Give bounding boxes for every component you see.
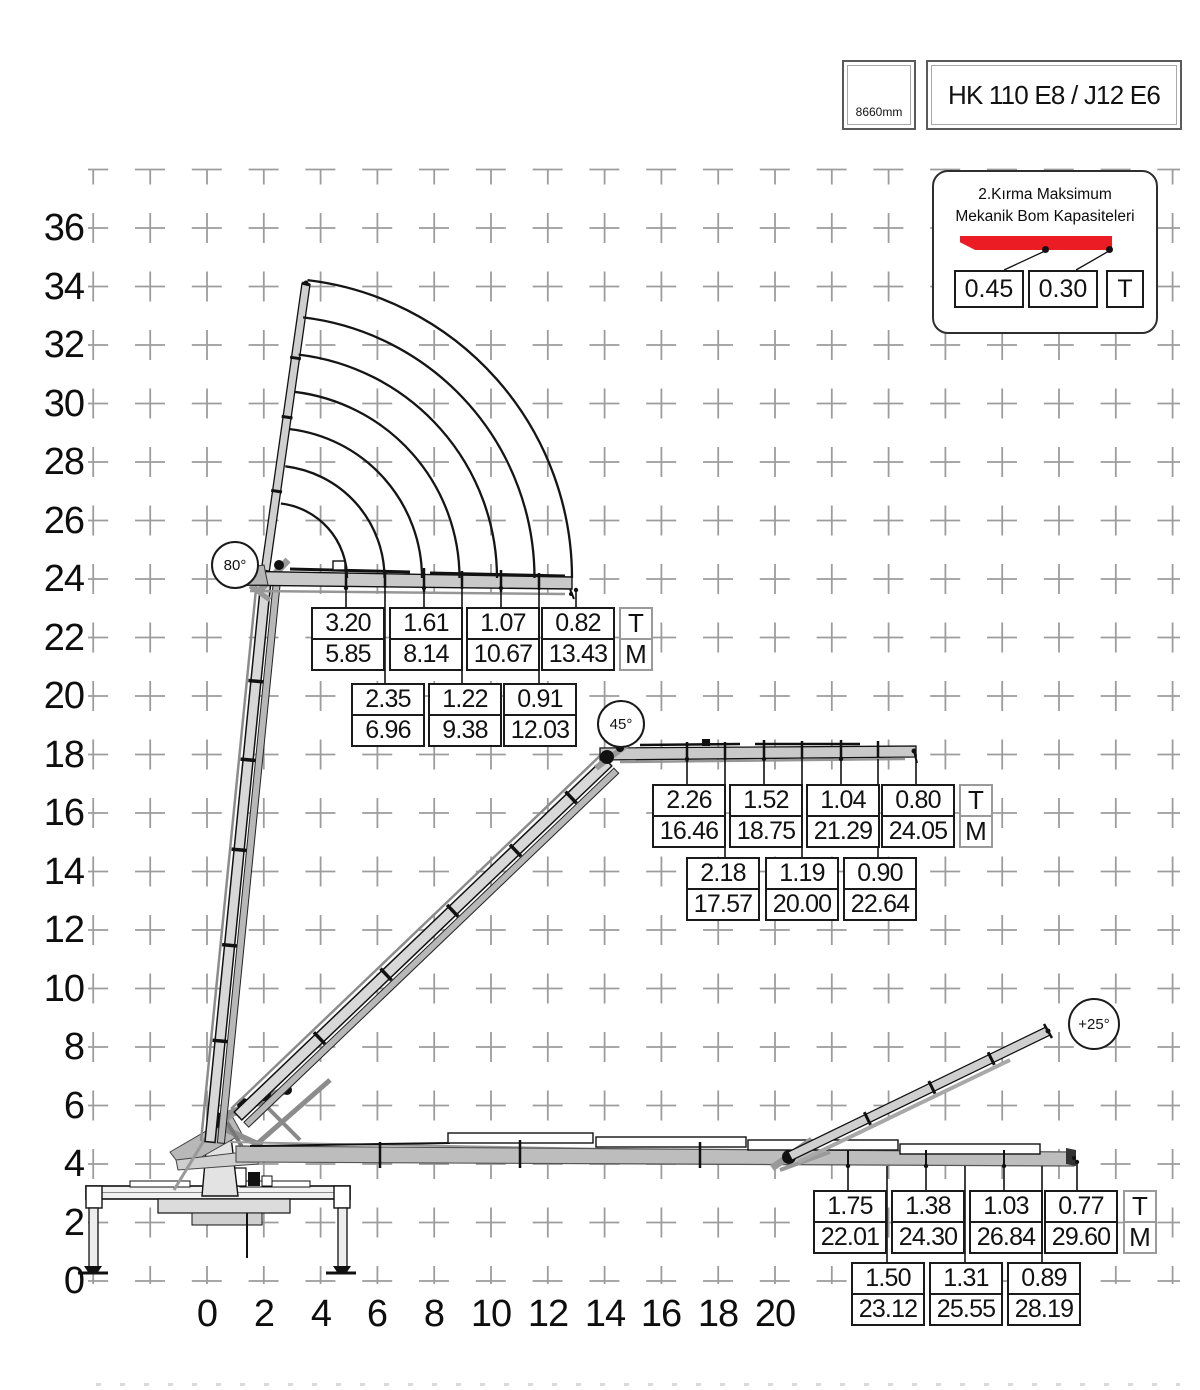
unit-box [619, 607, 653, 671]
boom-80 [201, 281, 310, 1144]
y-tick-label: 6 [63, 1084, 84, 1127]
reach-meters: 22.64 [845, 888, 915, 919]
capacity-tons: 1.75 [827, 1192, 873, 1220]
capacity-box [1044, 1190, 1118, 1254]
angle-badge-80 [211, 541, 259, 589]
x-tick-label: 2 [253, 1293, 275, 1335]
capacity-tons: 0.90 [857, 859, 903, 887]
y-tick-label: 4 [63, 1143, 84, 1185]
x-tick-label: 16 [640, 1293, 682, 1335]
jib-25 [788, 1024, 1052, 1162]
capacity-tons: 1.52 [743, 786, 789, 814]
y-tick-label: 0 [63, 1260, 84, 1302]
x-tick-label: 14 [584, 1293, 626, 1335]
capacity-tons: 1.61 [403, 609, 449, 637]
outrigger-width-label: 8660mm [855, 105, 903, 119]
capacity-tons: 2.26 [666, 786, 712, 814]
capacity-box [891, 1190, 965, 1254]
capacity-tons: 1.04 [820, 786, 866, 814]
capacity-tons: 0.82 [555, 609, 601, 637]
legend-mechanical-jib-capacities [932, 170, 1158, 334]
reach-meters: 5.85 [313, 638, 383, 669]
x-tick-label: 10 [470, 1293, 512, 1335]
unit-tons: T [968, 785, 984, 815]
x-tick-label: 8 [423, 1293, 445, 1335]
angle-label: +25° [1078, 1015, 1110, 1033]
capacity-box [428, 683, 502, 747]
legend-point-dot [1042, 246, 1049, 253]
y-tick-label: 34 [43, 265, 84, 308]
unit-tons: T [1132, 1191, 1148, 1221]
unit-meters: M [1125, 1221, 1155, 1252]
capacity-box [843, 857, 917, 921]
capacity-tons: 1.22 [442, 685, 488, 713]
capacity-box [929, 1262, 1003, 1326]
capacity-tons: 0.80 [895, 786, 941, 814]
unit-meters: M [961, 815, 991, 846]
capacity-tons: 1.31 [943, 1264, 989, 1292]
reach-meters: 17.57 [688, 888, 758, 919]
capacity-box [851, 1262, 925, 1326]
model-title: HK 110 E8 / J12 E6 [931, 65, 1177, 125]
y-tick-label: 16 [43, 792, 84, 834]
capacity-box [881, 784, 955, 848]
capacity-tons: 1.19 [779, 859, 825, 887]
y-tick-label: 22 [43, 616, 84, 659]
angle-badge-25 [1068, 998, 1120, 1050]
reach-meters: 21.29 [808, 815, 878, 846]
capacity-box [503, 683, 577, 747]
boom-horizontal [236, 1133, 1076, 1170]
x-tick-label: 0 [196, 1293, 218, 1335]
legend-point-dot [1106, 246, 1113, 253]
reach-meters: 12.03 [505, 714, 575, 745]
capacity-box [466, 607, 540, 671]
capacity-box [765, 857, 839, 921]
reach-meters: 8.14 [391, 638, 461, 669]
angle-label: 80° [223, 556, 247, 574]
capacity-tons: 1.38 [905, 1192, 951, 1220]
x-tick-label: 4 [310, 1293, 332, 1335]
x-tick-label: 20 [754, 1293, 796, 1335]
y-tick-label: 8 [63, 1026, 84, 1068]
reach-meters: 6.96 [353, 714, 423, 745]
reach-meters: 18.75 [731, 815, 801, 846]
capacity-box [686, 857, 760, 921]
y-tick-label: 12 [43, 909, 84, 951]
y-tick-label: 10 [43, 967, 84, 1010]
capacity-box [311, 607, 385, 671]
x-tick-label: 12 [527, 1293, 569, 1335]
capacity-tons: 1.03 [983, 1192, 1029, 1220]
y-tick-label: 28 [43, 441, 84, 483]
legend-title-line1: 2.Kırma Maksimum [978, 186, 1112, 203]
capacity-tons: 1.50 [865, 1264, 911, 1292]
reach-meters: 29.60 [1046, 1221, 1116, 1252]
unit-meters: M [621, 638, 651, 669]
reach-meters: 25.55 [931, 1293, 1001, 1324]
capacity-tons: 2.35 [365, 685, 411, 713]
y-tick-label: 30 [43, 382, 84, 425]
unit-box [959, 784, 993, 848]
outrigger-width-box [842, 60, 916, 130]
capacity-tons: 1.07 [480, 609, 526, 637]
y-tick-label: 2 [63, 1201, 84, 1244]
capacity-box [806, 784, 880, 848]
x-tick-label: 6 [366, 1293, 388, 1335]
capacity-box [351, 683, 425, 747]
page-edge-dots [96, 1383, 1180, 1386]
reach-meters: 9.38 [430, 714, 500, 745]
y-tick-label: 32 [43, 324, 84, 366]
capacity-tons: 0.77 [1058, 1192, 1104, 1220]
reach-meters: 24.30 [893, 1221, 963, 1252]
y-tick-label: 36 [43, 207, 84, 249]
reach-meters: 20.00 [767, 888, 837, 919]
reach-meters: 10.67 [468, 638, 538, 669]
reach-meters: 28.19 [1009, 1293, 1079, 1324]
angle-label: 45° [609, 715, 633, 733]
y-tick-label: 26 [43, 499, 84, 542]
reach-meters: 13.43 [543, 638, 613, 669]
reach-meters: 22.01 [815, 1221, 885, 1252]
capacity-box [969, 1190, 1043, 1254]
capacity-box [541, 607, 615, 671]
legend-value-2: 0.30 [1028, 270, 1098, 308]
x-tick-label: 18 [697, 1293, 739, 1335]
y-tick-label: 20 [43, 675, 84, 717]
angle-badge-45 [597, 700, 645, 748]
reach-meters: 23.12 [853, 1293, 923, 1324]
capacity-box [1007, 1262, 1081, 1326]
legend-unit: T [1106, 270, 1144, 308]
reach-meters: 26.84 [971, 1221, 1041, 1252]
model-title-box [926, 60, 1182, 130]
y-tick-label: 18 [43, 733, 84, 776]
capacity-box [729, 784, 803, 848]
reach-meters: 16.46 [654, 815, 724, 846]
capacity-box [813, 1190, 887, 1254]
capacity-tons: 0.89 [1021, 1264, 1067, 1292]
reach-arcs [281, 280, 572, 578]
unit-tons: T [628, 608, 644, 638]
capacity-tons: 3.20 [325, 609, 371, 637]
y-tick-label: 24 [43, 558, 84, 600]
unit-box [1123, 1190, 1157, 1254]
y-tick-label: 14 [43, 850, 84, 893]
capacity-box [389, 607, 463, 671]
capacity-box [652, 784, 726, 848]
legend-title-line2: Mekanik Bom Kapasiteleri [955, 208, 1135, 225]
reach-meters: 24.05 [883, 815, 953, 846]
capacity-tons: 2.18 [700, 859, 746, 887]
capacity-tons: 0.91 [517, 685, 563, 713]
legend-value-1: 0.45 [954, 270, 1024, 308]
